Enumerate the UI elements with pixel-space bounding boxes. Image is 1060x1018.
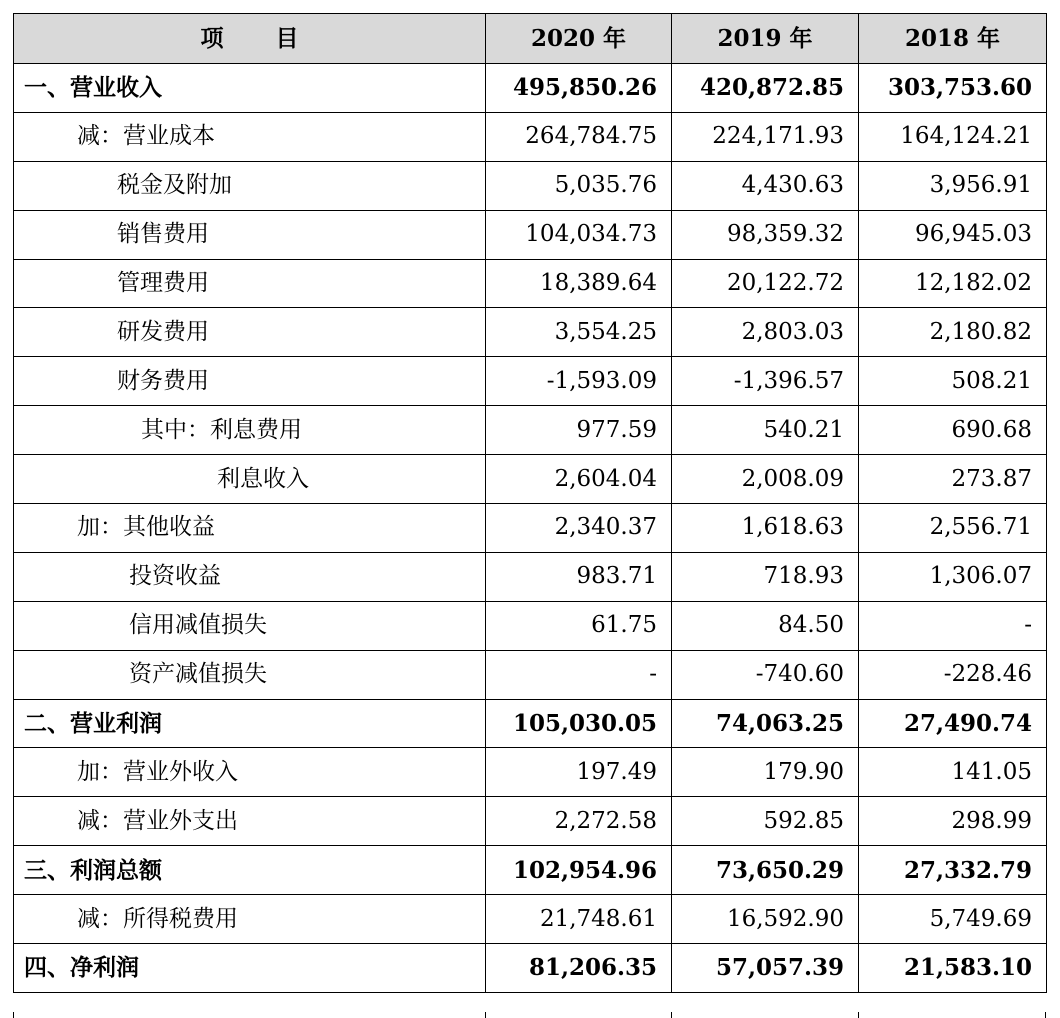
value-2020: 61.75 (486, 601, 672, 650)
value-2018: 2,180.82 (859, 308, 1047, 357)
value-2019: 57,057.39 (672, 944, 859, 993)
value-2019: 16,592.90 (672, 895, 859, 944)
table-row (14, 601, 1047, 650)
value-2020: 102,954.96 (486, 846, 672, 895)
table-row (14, 895, 1047, 944)
value-2020: 5,035.76 (486, 161, 672, 210)
row-label: 二、营业利润 (14, 699, 486, 748)
table-row (14, 308, 1047, 357)
value-2018: 3,956.91 (859, 161, 1047, 210)
value-2018: -228.46 (859, 650, 1047, 699)
value-2020: 105,030.05 (486, 699, 672, 748)
row-label: 管理费用 (14, 259, 486, 308)
value-2019: 224,171.93 (672, 112, 859, 161)
value-2019: 2,803.03 (672, 308, 859, 357)
header-2020: 2020 年 (486, 14, 672, 64)
value-2019: 98,359.32 (672, 210, 859, 259)
value-2018: 5,749.69 (859, 895, 1047, 944)
table-body (14, 64, 1047, 993)
header-row (14, 14, 1047, 64)
row-label: 利息收入 (14, 455, 486, 504)
table-row (14, 944, 1047, 993)
table-header (14, 14, 1047, 64)
row-label: 其中：利息费用 (14, 406, 486, 455)
value-2019: 4,430.63 (672, 161, 859, 210)
value-2018: 21,583.10 (859, 944, 1047, 993)
row-label: 减：营业外支出 (14, 797, 486, 846)
value-2019: 420,872.85 (672, 64, 859, 113)
value-2019: 540.21 (672, 406, 859, 455)
table-row (14, 552, 1047, 601)
value-2019: 20,122.72 (672, 259, 859, 308)
table-row (14, 210, 1047, 259)
table-row (14, 357, 1047, 406)
value-2018: 12,182.02 (859, 259, 1047, 308)
value-2020: 2,272.58 (486, 797, 672, 846)
table-row (14, 748, 1047, 797)
value-2018: 164,124.21 (859, 112, 1047, 161)
value-2018: 303,753.60 (859, 64, 1047, 113)
value-2020: 495,850.26 (486, 64, 672, 113)
row-label: 资产减值损失 (14, 650, 486, 699)
header-item: 项目 (14, 14, 486, 64)
table-row (14, 504, 1047, 553)
value-2020: 3,554.25 (486, 308, 672, 357)
row-label: 销售费用 (14, 210, 486, 259)
header-2018: 2018 年 (859, 14, 1047, 64)
row-label: 一、营业收入 (14, 64, 486, 113)
table-row (14, 112, 1047, 161)
value-2019: 74,063.25 (672, 699, 859, 748)
value-2018: 96,945.03 (859, 210, 1047, 259)
value-2020: 983.71 (486, 552, 672, 601)
value-2019: 592.85 (672, 797, 859, 846)
table-row (14, 699, 1047, 748)
row-label: 四、净利润 (14, 944, 486, 993)
value-2020: 197.49 (486, 748, 672, 797)
table-row (14, 64, 1047, 113)
value-2020: 2,340.37 (486, 504, 672, 553)
value-2018: 298.99 (859, 797, 1047, 846)
value-2018: - (859, 601, 1047, 650)
row-label: 减：所得税费用 (14, 895, 486, 944)
table-row (14, 455, 1047, 504)
value-2020: 21,748.61 (486, 895, 672, 944)
row-label: 研发费用 (14, 308, 486, 357)
row-label: 加：其他收益 (14, 504, 486, 553)
row-label: 减：营业成本 (14, 112, 486, 161)
value-2018: 2,556.71 (859, 504, 1047, 553)
value-2019: 718.93 (672, 552, 859, 601)
value-2018: 141.05 (859, 748, 1047, 797)
value-2019: 84.50 (672, 601, 859, 650)
value-2019: -1,396.57 (672, 357, 859, 406)
value-2018: 690.68 (859, 406, 1047, 455)
value-2019: 73,650.29 (672, 846, 859, 895)
value-2018: 1,306.07 (859, 552, 1047, 601)
value-2019: 1,618.63 (672, 504, 859, 553)
value-2019: 2,008.09 (672, 455, 859, 504)
row-label: 三、利润总额 (14, 846, 486, 895)
value-2020: 264,784.75 (486, 112, 672, 161)
income-statement-table (13, 13, 1047, 993)
value-2018: 273.87 (859, 455, 1047, 504)
value-2019: -740.60 (672, 650, 859, 699)
value-2019: 179.90 (672, 748, 859, 797)
value-2018: 27,332.79 (859, 846, 1047, 895)
truncated-next-row (13, 1012, 1046, 1018)
table-row (14, 846, 1047, 895)
row-label: 财务费用 (14, 357, 486, 406)
row-label: 税金及附加 (14, 161, 486, 210)
value-2020: - (486, 650, 672, 699)
table-row (14, 797, 1047, 846)
value-2020: 104,034.73 (486, 210, 672, 259)
table-row (14, 259, 1047, 308)
column-divider (671, 1012, 672, 1018)
value-2020: 81,206.35 (486, 944, 672, 993)
header-2019: 2019 年 (672, 14, 859, 64)
row-label: 加：营业外收入 (14, 748, 486, 797)
column-divider (485, 1012, 486, 1018)
value-2020: 977.59 (486, 406, 672, 455)
column-divider (1045, 1012, 1046, 1018)
value-2018: 508.21 (859, 357, 1047, 406)
row-label: 投资收益 (14, 552, 486, 601)
table-row (14, 406, 1047, 455)
column-divider (858, 1012, 859, 1018)
row-label: 信用减值损失 (14, 601, 486, 650)
value-2020: -1,593.09 (486, 357, 672, 406)
value-2020: 18,389.64 (486, 259, 672, 308)
value-2020: 2,604.04 (486, 455, 672, 504)
table-row (14, 650, 1047, 699)
value-2018: 27,490.74 (859, 699, 1047, 748)
table-row (14, 161, 1047, 210)
